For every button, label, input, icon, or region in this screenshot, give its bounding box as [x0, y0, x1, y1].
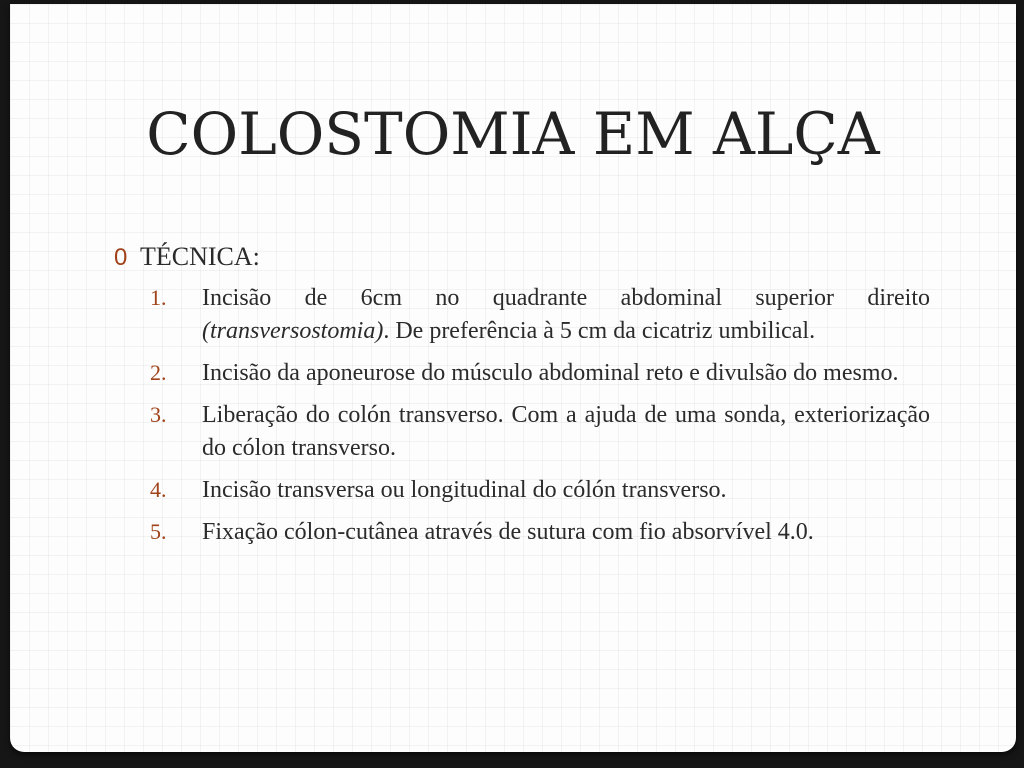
list-item — [114, 398, 930, 465]
step-text-part: Incisão de 6cm no quadrante abdominal superior direito — [202, 285, 930, 311]
step-text-part: . De preferência à 5 cm da cicatriz umbilical. — [383, 318, 816, 344]
step-number — [114, 356, 202, 389]
slide-title: COLOSTOMIA EM ALÇA — [146, 100, 880, 168]
step-number-label: 4. — [150, 477, 167, 502]
section-heading-row — [114, 240, 930, 275]
step-number-label: 1. — [150, 285, 167, 310]
step-text — [202, 282, 930, 348]
step-number — [114, 398, 202, 431]
list-item — [114, 281, 930, 348]
slide-page — [10, 4, 1016, 752]
bullet-marker: 0 — [114, 244, 128, 271]
slide-content — [114, 240, 930, 557]
step-number-label: 5. — [150, 519, 167, 544]
list-item — [114, 515, 930, 549]
list-item — [114, 473, 930, 507]
step-number-label: 2. — [150, 360, 167, 385]
step-text: Incisão da aponeurose do músculo abdominal reto e divulsão do mesmo. — [202, 360, 899, 386]
step-text: Liberação do colón transverso. Com a ajuda de uma sonda, exteriorização do cólon transverso. — [202, 402, 930, 461]
step-number — [114, 281, 202, 314]
step-number — [114, 515, 202, 548]
step-number-label: 3. — [150, 402, 167, 427]
step-text: Incisão transversa ou longitudinal do cólón transverso. — [202, 477, 727, 503]
section-heading: TÉCNICA: — [140, 242, 260, 271]
steps-list — [114, 281, 930, 549]
step-text: Fixação cólon-cutânea através de sutura com fio absorvível 4.0. — [202, 519, 814, 545]
step-number — [114, 473, 202, 506]
list-item — [114, 356, 930, 390]
step-text-italic: (transversostomia) — [202, 318, 384, 344]
